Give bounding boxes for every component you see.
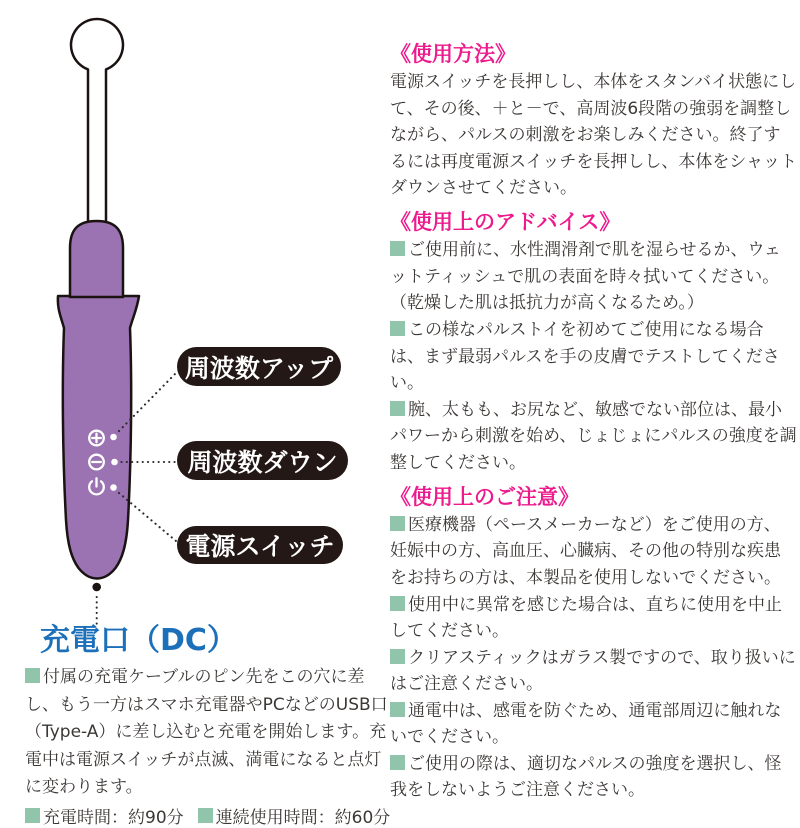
bullet-square-icon	[390, 401, 405, 416]
bullet-square-icon	[390, 321, 405, 336]
section-title-advice: 《使用上のアドバイス》	[390, 210, 621, 234]
spec-charge-time: 充電時間：約90分	[25, 803, 184, 828]
bullet-square-icon	[390, 649, 405, 664]
bullet-square-icon	[390, 516, 405, 531]
dot-frequency-down	[111, 459, 118, 466]
spec-usage-time: 連続使用時間：約60分	[198, 803, 391, 828]
label-frequency-down	[177, 441, 348, 480]
section-title-usage: 《使用方法》	[390, 42, 516, 66]
charging-port-dot	[92, 583, 101, 592]
advice-bullet: この様なパルストイを初めてご使用になる場合は、まず最弱パルスを手の皮膚でテストしてください。	[390, 320, 780, 393]
bullet-square-icon	[390, 241, 405, 256]
charging-body	[25, 664, 393, 802]
caution-bullet: クリアスティックはガラス製ですので、取り扱いにはご注意ください。	[390, 647, 796, 694]
usage-paragraph: 電源スイッチを長押しし、本体をスタンバイ状態にして、その後、＋と－で、高周波6段階の強弱を調整しながら、パルスの刺激をお楽しみください。終了するには再度電源スイッチを長押しし、本体をシャットダウンさせてください。	[390, 72, 797, 198]
label-power-switch	[177, 526, 343, 564]
charging-specs	[25, 803, 393, 828]
caution-bullet: 使用中に異常を感じた場合は、直ちに使用を中止してください。	[390, 594, 782, 641]
plus-circle-icon	[89, 431, 104, 446]
charging-title: 充電口（DC）	[40, 623, 237, 658]
label-power-switch-text: 電源スイッチ	[185, 532, 335, 561]
bullet-square-icon	[25, 808, 40, 823]
charging-section	[25, 624, 393, 828]
instructions-column	[390, 42, 797, 804]
caution-bullet: 医療機器（ペースメーカーなど）をご使用の方、妊娠中の方、高血圧、心臓病、その他の特別な疾患をお持ちの方は、本製品を使用しないでください。	[390, 514, 781, 588]
bullet-square-icon	[390, 702, 405, 717]
section-title-caution: 《使用上のご注意》	[390, 484, 579, 509]
label-frequency-up-text: 周波数アップ	[184, 353, 334, 383]
bullet-square-icon	[390, 755, 405, 770]
bullet-square-icon	[390, 596, 405, 611]
bullet-square-icon	[198, 808, 213, 823]
bullet-square-icon	[25, 668, 40, 683]
dot-power	[110, 484, 117, 491]
device-cap	[70, 221, 123, 297]
caution-bullet: ご使用の際は、適切なパルスの強度を選択し、怪我をしないようご注意ください。	[390, 753, 782, 800]
dot-frequency-up	[110, 434, 117, 441]
caution-bullet: 通電中は、感電を防ぐため、通電部周辺に触れないでください。	[390, 700, 782, 747]
advice-bullet: ご使用前に、水性潤滑剤で肌を湿らせるか、ウェットティッシュで肌の表面を時々拭いてください。（乾燥した肌は抵抗力が高くなるため。）	[390, 240, 781, 313]
glass-ball-and-stick	[71, 19, 123, 226]
advice-bullet: 腕、太もも、お尻など、敏感でない部位は、最小パワーから刺激を始め、じょじょにパルスの強度を調整してください。	[390, 399, 797, 473]
label-frequency-down-text: 周波数ダウン	[187, 447, 338, 477]
charging-body-text: 付属の充電ケーブルのピン先をこの穴に差し、もう一方はスマホ充電器やPCなどのUSB口（Type-A）に差し込むと充電を開始します。充電中は電源スイッチが点滅、満電になると点灯に変わります。	[25, 667, 388, 797]
label-frequency-up	[177, 347, 341, 386]
